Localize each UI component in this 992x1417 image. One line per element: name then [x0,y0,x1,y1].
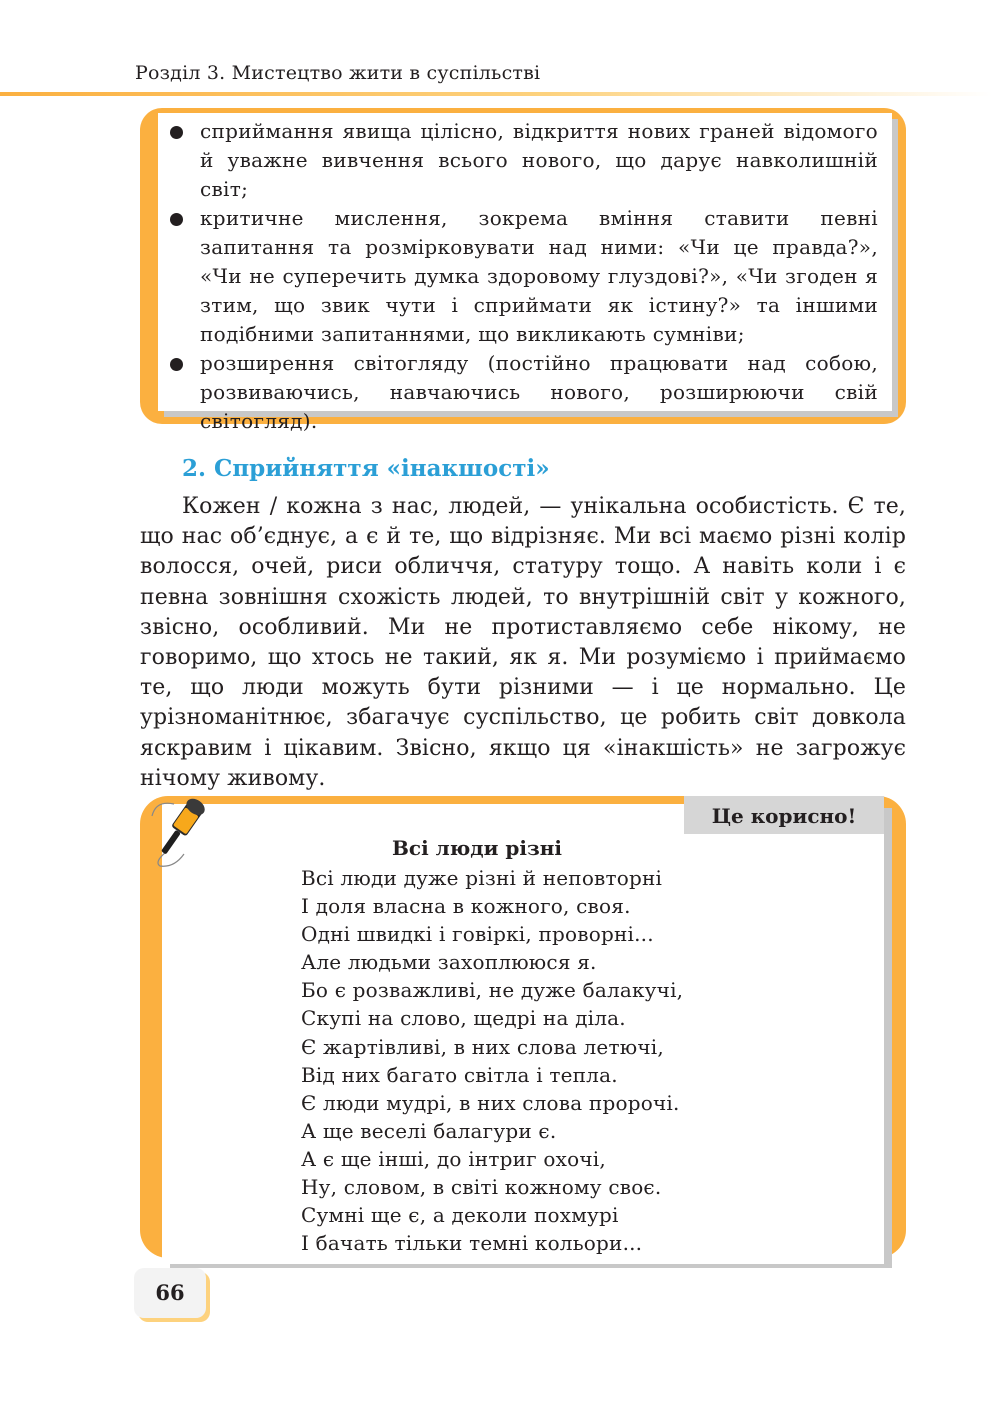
poem-line: Від них багато світла і тепла. [301,1062,618,1087]
poem-line: Одні швидкі і говіркі, проворні... [301,922,654,947]
bullet-dot-icon [170,126,183,139]
list-item [178,204,878,349]
list-item-text: критичне мислення, зокрема вміння ставити певні запитання та розмірковувати над ними: «Чи це правда?», «Чи не суперечить думка здоровому глуздові?», «Чи згоден я зтим, що звик чути і сприймати як істину?» та іншими подібними запитаннями, що викликають сумніви; [200,206,878,346]
useful-label: Це корисно! [684,796,884,834]
list-item-text: сприймання явища цілісно, відкриття нових граней відомого й уважне вивчення всього нового, що дарує навколишній світ; [200,119,878,201]
list-item-text: розширення світогляду (постійно працювати над собою, розвиваючись, навчаючись нового, розширюючи свій світогляд). [200,351,878,433]
poem-line: Є жартівливі, в них слова летючі, [301,1034,664,1059]
page-number: 66 [155,1280,185,1305]
poem-line: Сумні ще є, а деколи похмурі [301,1203,619,1228]
bullet-dot-icon [170,213,183,226]
poem-line: І доля власна в кожного, своя. [301,894,631,919]
poem-line: Бо є розважливі, не дуже балакучі, [301,978,684,1003]
microphone-icon [146,796,216,868]
body-paragraph: Кожен / кожна з нас, людей, — унікальна особистість. Є те, що нас об’єднує, а є й те, що відрізняє. Ми всі маємо різні колір волосся, очей, риси обличчя, статуру тощо. А навіть коли і є певна зовнішня схожість людей, то внутрішній світ у кожного, звісно, особливий. Ми не протиставляємо себе нікому, не говоримо, що хтось не такий, як я. Ми розуміємо і приймаємо те, що люди можуть бути різними — і це нормально. Це урізноманітнює, збагачує суспільство, це робить світ довкола яскравим і цікавим. Звісно, якщо ця «інакшість» не загрожує нічому живому. [140,494,906,791]
bullet-list [178,117,878,436]
section-title: 2. Сприйняття «інакшості» [182,455,550,482]
list-item [178,349,878,436]
running-header: Розділ 3. Мистецтво жити в суспільстві [135,62,541,84]
header-rule [0,92,992,96]
bullet-dot-icon [170,358,183,371]
bullet-box [158,113,892,433]
poem-line: А ще веселі балагури є. [301,1118,557,1143]
poem-line: Всі люди дуже різні й неповторні [301,866,663,890]
poem-line: Скупі на слово, щедрі на діла. [301,1006,626,1031]
poem-title: Всі люди різні [392,836,562,860]
poem-line: Але людьми захоплююся я. [301,950,597,975]
list-item [178,117,878,204]
poem-line: А є ще інші, до інтриг охочі, [301,1146,606,1171]
poem-line: І бачать тільки темні кольори... [301,1231,643,1256]
poem [301,864,683,1257]
poem-line: Ну, словом, в світі кожному своє. [301,1175,662,1200]
poem-line: Є люди мудрі, в них слова пророчі. [301,1090,680,1115]
